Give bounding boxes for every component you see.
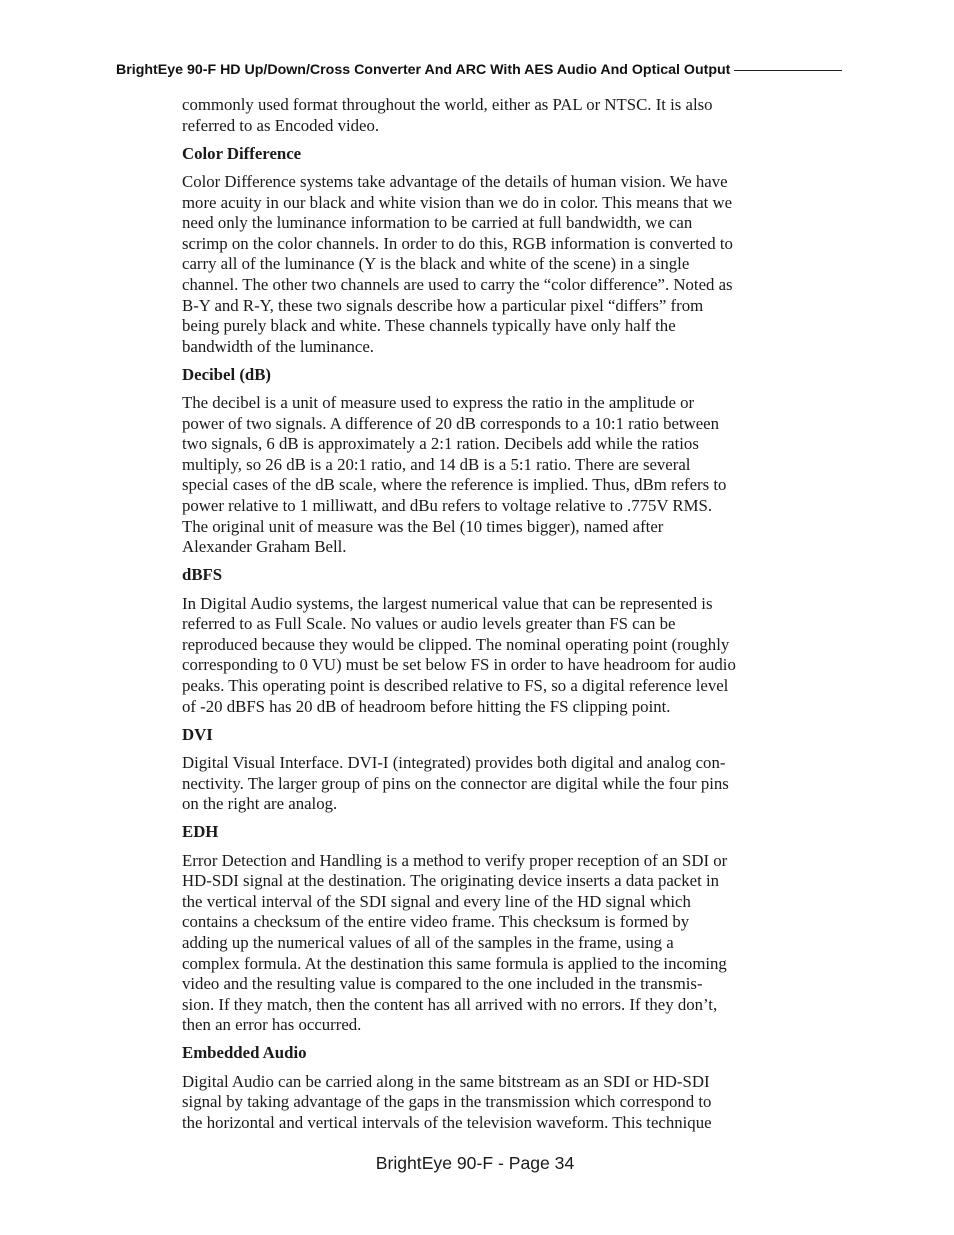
definition-decibel [182, 393, 842, 558]
text-line: reproduced because they would be clipped. The nominal operating point (roughly [182, 634, 730, 654]
text-line: B-Y and R-Y, these two signals describe how a particular pixel “differs” from [182, 295, 704, 315]
definition-dvi [182, 753, 842, 815]
text-line: two signals, 6 dB is approximately a 2:1 ration. Decibels add while the ratios [182, 434, 699, 454]
text-line: power of two signals. A difference of 20 dB corresponds to a 10:1 ratio between [182, 413, 720, 433]
text-line: then an error has occurred. [182, 1015, 362, 1035]
text-line: peaks. This operating point is described relative to FS, so a digital reference level [182, 676, 729, 695]
text-line: Error Detection and Handling is a method to verify proper reception of an SDI or [182, 850, 728, 870]
glossary-body [182, 95, 842, 1133]
page-footer [0, 1153, 954, 1174]
text-line: Alexander Graham Bell. [182, 537, 347, 557]
term-decibel: Decibel (dB) [182, 364, 272, 384]
term-color-difference: Color Difference [182, 143, 302, 163]
text-line: sion. If they match, then the content has all arrived with no errors. If they don’t, [182, 994, 718, 1014]
text-line: power relative to 1 milliwatt, and dBu refers to voltage relative to .775V RMS. [182, 496, 713, 516]
term-dvi: DVI [182, 724, 213, 744]
text-line: Color Difference systems take advantage of the details of human vision. We have [182, 171, 728, 191]
text-line: contains a checksum of the entire video frame. This checksum is formed by [182, 912, 690, 932]
text-line: on the right are analog. [182, 794, 338, 814]
text-line: of -20 dBFS has 20 dB of headroom before hitting the FS clipping point. [182, 696, 671, 716]
text-line: scrimp on the color channels. In order to do this, RGB information is converted to [182, 233, 733, 253]
text-line: multiply, so 26 dB is a 20:1 ratio, and 14 dB is a 5:1 ratio. There are several [182, 454, 691, 474]
definition-embedded-audio [182, 1072, 842, 1134]
text-line: special cases of the dB scale, where the reference is implied. Thus, dBm refers to [182, 475, 727, 495]
text-line: referred to as Full Scale. No values or audio levels greater than FS can be [182, 614, 676, 634]
text-line: HD-SDI signal at the destination. The originating device inserts a data packet in [182, 871, 720, 891]
text-line: complex formula. At the destination this same formula is applied to the incoming [182, 953, 727, 973]
text-line: signal by taking advantage of the gaps in the transmission which correspond to [182, 1092, 712, 1112]
text-line: nectivity. The larger group of pins on the connector are digital while the four pins [182, 773, 729, 793]
text-line: video and the resulting value is compared to the one included in the transmis- [182, 974, 703, 994]
text-line: Digital Audio can be carried along in the same bitstream as an SDI or HD-SDI [182, 1071, 710, 1091]
text-line: corresponding to 0 VU) must be set below FS in order to have headroom for audio [182, 655, 736, 675]
text-line: the vertical interval of the SDI signal and every line of the HD signal which [182, 891, 691, 911]
running-header [116, 61, 842, 79]
header-title: BrightEye 90-F HD Up/Down/Cross Converter And ARC With AES Audio And Optical Output [116, 62, 731, 78]
definition-dbfs [182, 594, 842, 718]
intro-paragraph [182, 95, 842, 136]
definition-color-difference [182, 172, 842, 357]
text-line: referred to as Encoded video. [182, 115, 380, 135]
text-line: bandwidth of the luminance. [182, 336, 375, 356]
text-line: The original unit of measure was the Bel (10 times bigger), named after [182, 516, 664, 536]
term-edh: EDH [182, 822, 219, 842]
text-line: commonly used format throughout the world, either as PAL or NTSC. It is also [182, 95, 713, 114]
text-line: being purely black and white. These channels typically have only half the [182, 316, 676, 336]
page-number-label: BrightEye 90-F - Page 34 [375, 1153, 575, 1173]
text-line: In Digital Audio systems, the largest numerical value that can be represented is [182, 593, 713, 613]
text-line: carry all of the luminance (Y is the black and white of the scene) in a single [182, 254, 690, 274]
header-rule [734, 70, 842, 71]
definition-edh [182, 851, 842, 1036]
text-line: channel. The other two channels are used to carry the “color difference”. Noted as [182, 274, 733, 294]
text-line: the horizontal and vertical intervals of the television waveform. This technique [182, 1112, 712, 1132]
text-line: Digital Visual Interface. DVI-I (integrated) provides both digital and analog con- [182, 752, 726, 772]
term-embedded-audio: Embedded Audio [182, 1043, 307, 1063]
text-line: The decibel is a unit of measure used to express the ratio in the amplitude or [182, 393, 695, 413]
text-line: more acuity in our black and white vision than we do in color. This means that we [182, 192, 733, 212]
text-line: need only the luminance information to be carried at full bandwidth, we can [182, 213, 693, 233]
text-line: adding up the numerical values of all of the samples in the frame, using a [182, 932, 674, 952]
term-dbfs: dBFS [182, 565, 223, 585]
